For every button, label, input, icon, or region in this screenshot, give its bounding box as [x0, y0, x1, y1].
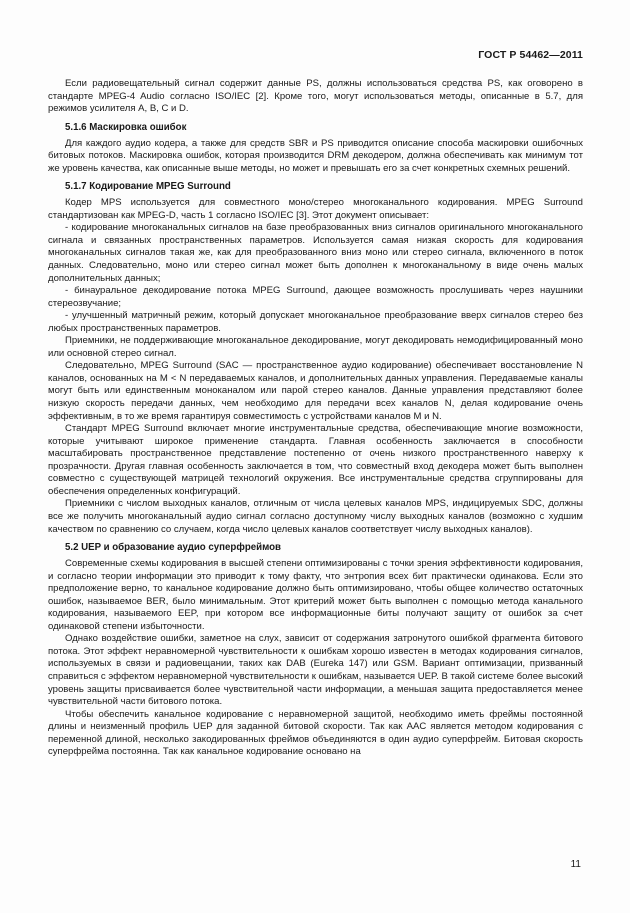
- document-body: [48, 78, 583, 759]
- paragraph: Стандарт MPEG Surround включает многие инструментальные средства, обеспечивающие многие возможности, которые учитывают широкое применение стандарта. Главная особенность заключается в способности масштабировать пространственное представление постепенно от очень низкого пространственного наверху к прозрачности. Другая главная особенность заключается в том, что совместный вход декодера может быть выполнен совместно с существующей матрицей технологий окружения. Все инструментальные средства сгруппированы для обеспечения определенных конфигураций.: [48, 423, 583, 497]
- section-heading: 5.2 UEP и образование аудио суперфреймов: [65, 542, 281, 554]
- list-item: - кодирование многоканальных сигналов на базе преобразованных вниз сигналов оригинального многоканального сигнала и связанных пространственных параметров. Используется самая низкая скорость для кодирования многоканальных сигналов такая же, как для преобразованного вниз моно или стерео сигнала, включенного в поток данных. Следовательно, моно или стерео сигнал может быть дополнен к многоканальному в виде очень малых дополнительных данных;: [48, 222, 583, 284]
- page-number: 11: [570, 859, 581, 870]
- paragraph: Современные схемы кодирования в высшей степени оптимизированы с точки зрения эффективности кодирования, и согласно теории информации это приводит к тому факту, что энтропия всех бит практически одинакова. Если это предположение верно, то канальное кодирование должно быть оптимизировано, чтобы общее количество остаточных ошибок, называемое BER, было минимальным. Этот критерий может быть выполнен с помощью метода канального кодирования, называемого EEP, при котором все информационные биты получают защиту от ошибок за счет одинаковой степени избыточности.: [48, 558, 583, 632]
- paragraph: Следовательно, MPEG Surround (SAC — пространственное аудио кодирование) обеспечивает восстановление N каналов, основанных на M < N передаваемых каналов, и дополнительных данных управления. Передаваемые каналы могут быть или единственным моноканалом или парой стерео каналов. Данные управления представляют более низкую скорость передачи данных, чем необходимо для передачи всех каналов N, делая кодирование очень эффективным, в то же время гарантируя совместимость с устройствами каналов M и N.: [48, 360, 583, 422]
- list-item: - улучшенный матричный режим, который допускает многоканальное преобразование вверх сигналов стерео без любых пространственных параметров.: [48, 310, 583, 334]
- standard-header: ГОСТ Р 54462—2011: [478, 49, 583, 61]
- paragraph: Приемники с числом выходных каналов, отличным от числа целевых каналов MPS, индицируемых SDC, должны все же получить многоканальный аудио сигнал согласно доступному числу выходных каналов (возможно с худшим качеством по сравнению со случаем, когда число целевых каналов соответствует числу выходных каналов).: [48, 498, 583, 535]
- section-heading: 5.1.6 Маскировка ошибок: [65, 121, 187, 133]
- paragraph: Для каждого аудио кодера, а также для средств SBR и PS приводится описание способа маскировки ошибочных битовых потоков. Маскировка ошибок, которая производится DRM декодером, должна обеспечивать как минимум тот же уровень качества, как описанные выше методы, но может и превышать его за счет конкретных схемных решений.: [48, 137, 583, 174]
- section-heading: 5.1.7 Кодирование MPEG Surround: [65, 181, 231, 193]
- paragraph: Кодер MPS используется для совместного моно/стерео многоканального кодирования. MPEG Surround стандартизован как MPEG-D, часть 1 согласно ISO/IEC [3]. Этот документ описывает:: [48, 197, 583, 221]
- paragraph: Однако воздействие ошибки, заметное на слух, зависит от содержания затронутого ошибкой фрагмента битового потока. Этот эффект неравномерной чувствительности к ошибкам хорошо известен в методах кодирования сигналов, используемых в связи и радиовещании, таких как DAB (Eureka 147) или GSM. Вариант оптимизации, призванный справиться с эффектом неравномерной чувствительности к ошибкам, называется UEP. В такой системе более высокий уровень защиты присваивается более чувствительной части информации, а меньшая защита предоставляется менее чувствительной части битового потока.: [48, 633, 583, 708]
- list-item: - бинауральное декодирование потока MPEG Surround, дающее возможность прослушивать через наушники стереозвучание;: [48, 285, 583, 309]
- paragraph: Приемники, не поддерживающие многоканальное декодирование, могут декодировать немодифицированный моно или основной стерео сигнал.: [48, 335, 583, 359]
- paragraph: Если радиовещательный сигнал содержит данные PS, должны использоваться средства PS, как оговорено в стандарте MPEG-4 Audio согласно ISO/IEC [2]. Кроме того, могут использоваться методы, описанные в 5.7, для режимов усилителя A, B, C и D.: [48, 78, 583, 115]
- paragraph: Чтобы обеспечить канальное кодирование с неравномерной защитой, необходимо иметь фреймы постоянной длины и неизменный профиль UEP для заданной битовой скорости. Так как AAC является методом кодирования с переменной длиной, несколько закодированных фреймов объединяются в один аудио суперфрейм. Битовая скорость суперфрейма постоянна. Так как канальное кодирование основано на: [48, 708, 583, 758]
